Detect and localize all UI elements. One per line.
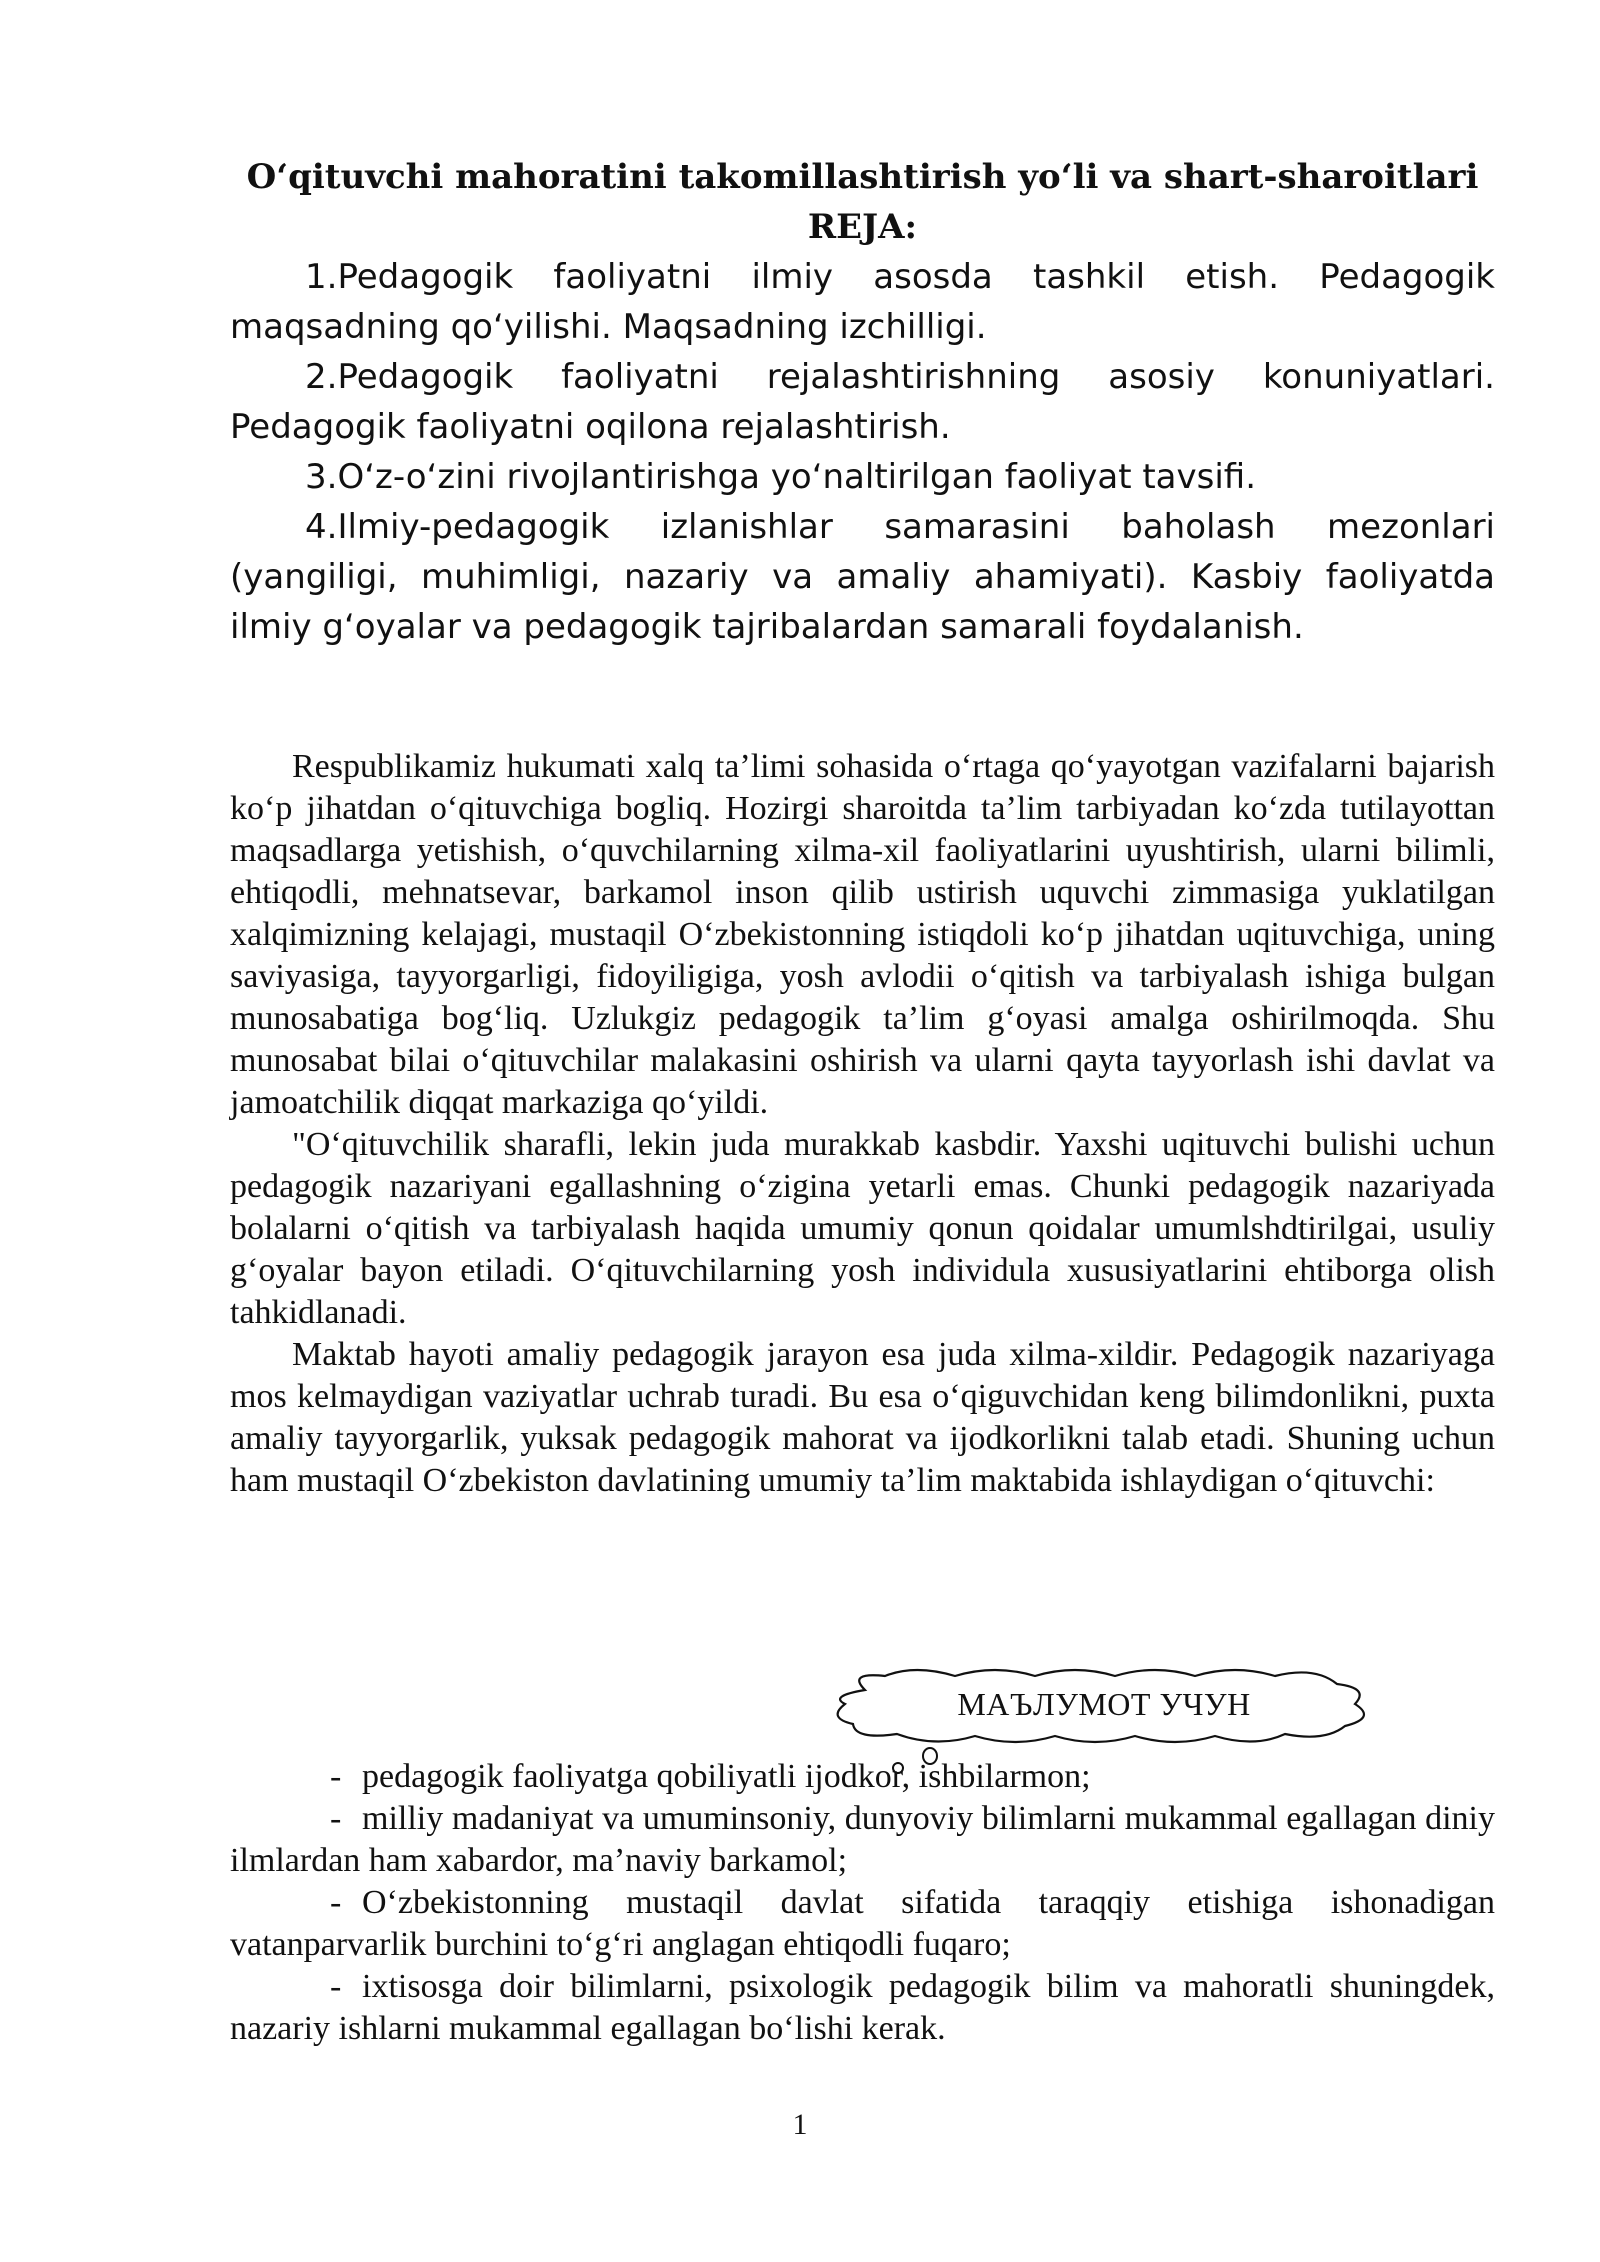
list-item	[230, 1882, 1495, 1966]
document-title: O‘qituvchi mahoratini takomillashtirish yo‘li va shart-sharoitlari	[246, 157, 1479, 197]
page-number: 1	[792, 2108, 808, 2141]
list-item	[230, 1798, 1495, 1882]
body-paragraph: Respublikamiz hukumati xalq ta’limi sohasida o‘rtaga qo‘yayotgan vazifalarni bajarish ko‘p jihatdan o‘qituvchiga bogliq. Hozirgi sharoitda ta’lim tarbiyadan ko‘zda tutilayottan maqsadlarga yetishish, o‘quvchilarning xilma-xil faoliyatlarini uyushtirish, ularni bilimli, ehtiqodli, mehnatsevar, barkamol inson qilib ustirish uquvchi zimmasiga yuklatilgan xalqimizning kelajagi, mustaqil O‘zbekistonning istiqdoli ko‘p jihatdan uqituvchiga, uning saviyasiga, tayyorgarligi, fidoyiligiga, yosh avlodii o‘qitish va tarbiyalash ishiga bulgan munosabatiga bog‘liq. Uzlukgiz pedagogik ta’lim g‘oyasi amalga oshirilmoqda. Shu munosabat bilai o‘qituvchilar malakasini oshirish va ularni qayta tayyorlash ishi davlat va jamoatchilik diqqat markaziga qo‘yildi.	[230, 748, 1495, 1121]
plan-item: 1.Pedagogik faoliyatni ilmiy asosda tashkil etish. Pedagogik maqsadning qo‘yilishi. Maqsadning izchilligi.	[230, 257, 1495, 347]
list-item	[230, 1756, 1495, 1798]
list-item-text: ixtisosga doir bilimlarni, psixologik pedagogik bilim va mahoratli shuningdek, nazariy ishlarni mukammal egallagan bo‘lishi kerak.	[230, 1968, 1495, 2047]
body-text	[230, 746, 1495, 1502]
dash-bullet: -	[330, 1884, 342, 1921]
dash-bullet: -	[330, 1800, 342, 1837]
plan-item: 2.Pedagogik faoliyatni rejalashtirishning asosiy konuniyatlari. Pedagogik faoliyatni oqilona rejalashtirish.	[230, 357, 1495, 447]
body-paragraph: "O‘qituvchilik sharafli, lekin juda murakkab kasbdir. Yaxshi uqituvchi bulishi uchun pedagogik nazariyani egallashning o‘zigina yetarli emas. Chunki pedagogik nazariyada bolalarni o‘qitish va tarbiyalash haqida umumiy qonun qoidalar umumlshdtirilgai, usuliy g‘oyalar bayon etiladi. O‘qituvchilarning yosh individula xususiyatlarini ehtiborga olish tahkidlanadi.	[230, 1126, 1495, 1331]
list-item-text: milliy madaniyat va umuminsoniy, dunyoviy bilimlarni mukammal egallagan diniy ilmlardan ham xabardor, ma’naviy barkamol;	[230, 1800, 1495, 1879]
dash-bullet: -	[330, 1968, 342, 2005]
list-item	[230, 1966, 1495, 2050]
dash-bullet: -	[330, 1758, 342, 1795]
plan-item: 4.Ilmiy-pedagogik izlanishlar samarasini baholash mezonlari (yangiligi, muhimligi, nazariy va amaliy ahamiyati). Kasbiy faoliyatda ilmiy g‘oyalar va pedagogik tajribalardan samarali foydalanish.	[230, 507, 1495, 647]
plan-section	[230, 152, 1495, 652]
plan-heading: REJA:	[807, 207, 918, 247]
list-item-text: O‘zbekistonning mustaqil davlat sifatida taraqqiy etishiga ishonadigan vatanparvarlik burchini to‘g‘ri anglagan ehtiqodli fuqaro;	[230, 1884, 1495, 1963]
list-item-text: pedagogik faoliyatga qobiliyatli ijodkor, ishbilarmon;	[362, 1758, 1091, 1795]
callout-label: МАЪЛУМОТ УЧУН	[957, 1685, 1251, 1722]
plan-item: 3.O‘z-o‘zini rivojlantirishga yo‘naltirilgan faoliyat tavsifi.	[305, 457, 1257, 497]
qualities-list	[230, 1756, 1495, 2050]
body-paragraph: Maktab hayoti amaliy pedagogik jarayon esa juda xilma-xildir. Pedagogik nazariyaga mos kelmaydigan vaziyatlar uchrab turadi. Bu esa o‘qiguvchidan keng bilimdonlikni, puxta amaliy tayyorgarlik, yuksak pedagogik mahorat va ijodkorlikni talab etadi. Shuning uchun ham mustaqil O‘zbekiston davlatining umumiy ta’lim maktabida ishlaydigan o‘qituvchi:	[230, 1336, 1495, 1499]
